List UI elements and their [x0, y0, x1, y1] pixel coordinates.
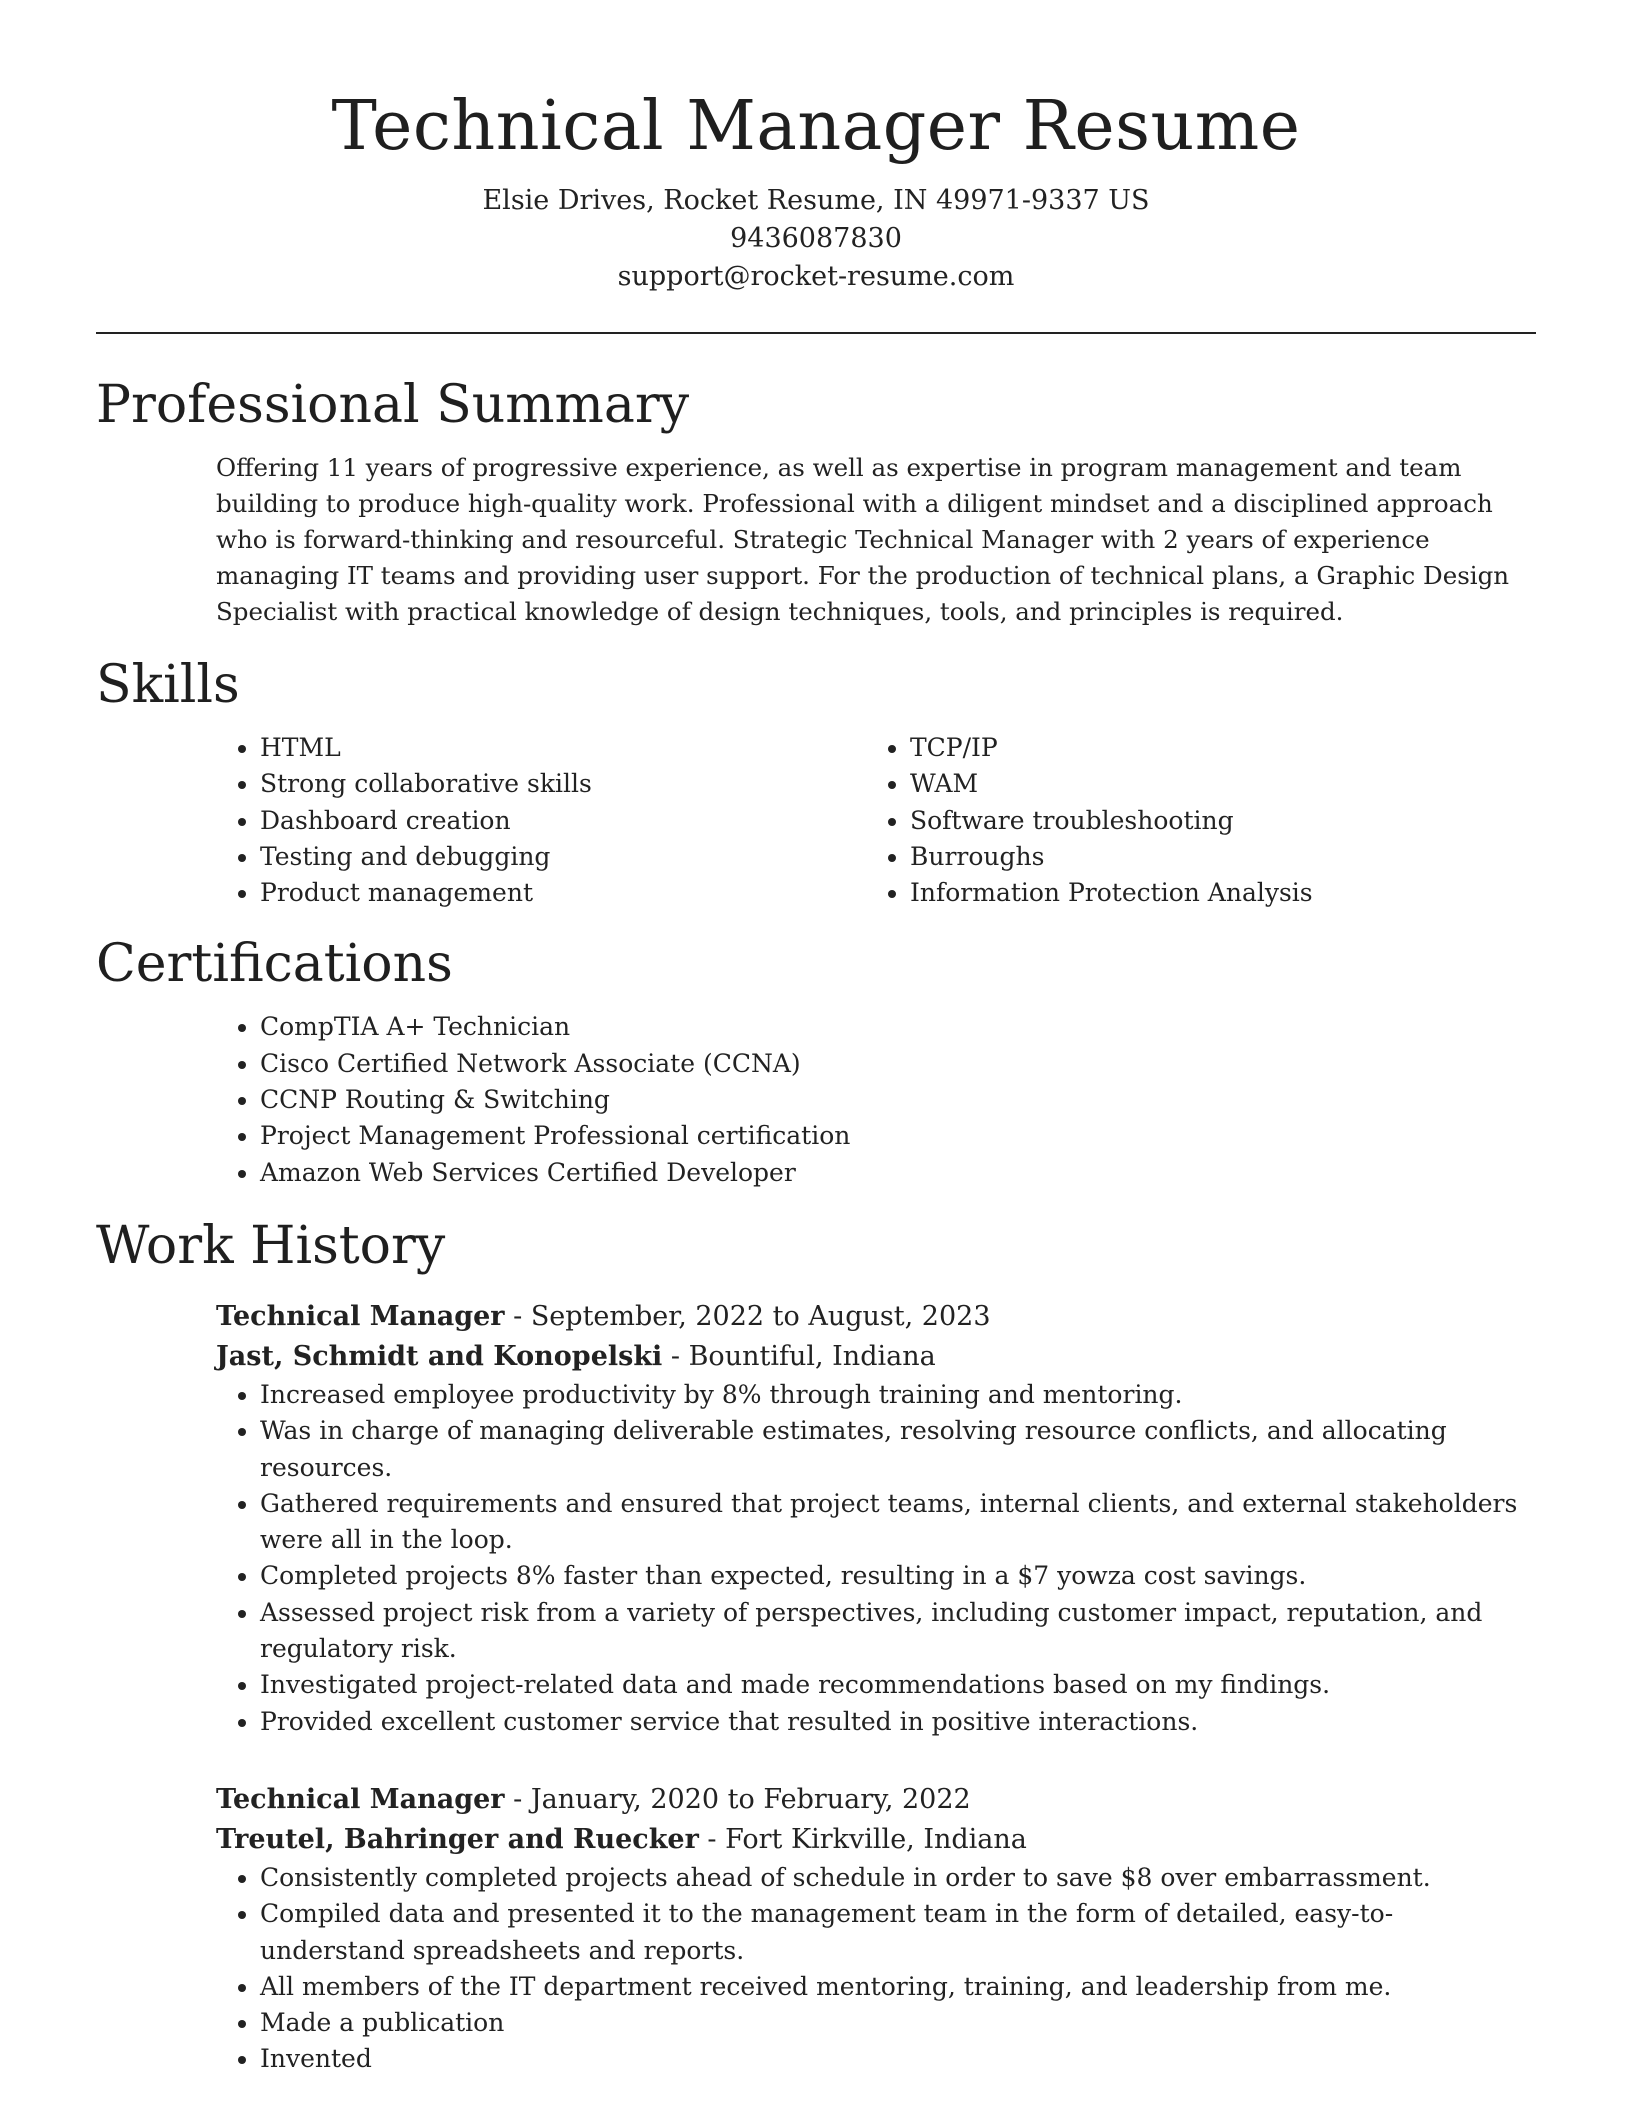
- header-divider: [96, 332, 1536, 334]
- resume-header: [96, 0, 1536, 296]
- summary-text: Offering 11 years of progressive experience, as well as expertise in program management and team building to produce high-quality work. Professional with a diligent mindset and a disciplined approach who is forward-thinking and resourceful. Strategic Technical Manager with 2 years of experience managing IT teams and providing user support. For the production of technical plans, a Graphic Design Specialist with practical knowledge of design techniques, tools, and principles is required.: [216, 453, 1510, 626]
- job-bullet: • Completed projects 8% faster than expected, resulting in a $7 yowza cost savings.: [260, 1558, 1536, 1594]
- resume-page: [96, 0, 1536, 2078]
- skill-item: • Strong collaborative skills: [260, 766, 866, 802]
- job-bullet: • Compiled data and presented it to the management team in the form of detailed, easy-to-understand spreadsheets and reports.: [260, 1896, 1536, 1969]
- skill-item: • Burroughs: [910, 839, 1516, 875]
- job-bullet: • Provided excellent customer service that resulted in positive interactions.: [260, 1704, 1536, 1740]
- job-separator: -: [504, 1783, 531, 1815]
- job-dates: September, 2022 to August, 2023: [530, 1300, 991, 1332]
- certifications-list: [216, 1009, 1536, 1190]
- job-location: Bountiful, Indiana: [688, 1340, 936, 1372]
- work-history-section: [216, 1297, 1536, 2078]
- job-bullet: • All members of the IT department received mentoring, training, and leadership from me.: [260, 1969, 1536, 2005]
- certifications-section: [216, 1009, 1536, 1190]
- job-bullet: • Made a publication: [260, 2005, 1536, 2041]
- job-separator: -: [504, 1300, 531, 1332]
- job-bullet: • Investigated project-related data and made recommendations based on my findings.: [260, 1667, 1536, 1703]
- job-location: Fort Kirkville, Indiana: [725, 1823, 1027, 1855]
- job-bullet: • Increased employee productivity by 8% through training and mentoring.: [260, 1377, 1536, 1413]
- skills-section: [216, 730, 1536, 911]
- job-role-line: [216, 1780, 1536, 1820]
- skills-column-right: [866, 730, 1516, 911]
- certification-item: • CompTIA A+ Technician: [260, 1009, 1536, 1045]
- certifications-heading: Certifications: [96, 934, 453, 995]
- skills-list-left: [216, 730, 866, 911]
- job-bullet: • Was in charge of managing deliverable estimates, resolving resource conflicts, and allocating resources.: [260, 1413, 1536, 1486]
- skill-item: • WAM: [910, 766, 1516, 802]
- skill-item: • Information Protection Analysis: [910, 875, 1516, 911]
- skill-item: • Software troubleshooting: [910, 803, 1516, 839]
- job-entry: [216, 1297, 1536, 1740]
- certification-item: • Cisco Certified Network Associate (CCNA): [260, 1046, 1536, 1082]
- job-bullet: • Invented: [260, 2041, 1536, 2077]
- job-company-line: [216, 1337, 1536, 1377]
- job-bullets: [216, 1860, 1536, 2078]
- skill-item: • TCP/IP: [910, 730, 1516, 766]
- summary-heading: Professional Summary: [96, 375, 690, 435]
- job-role-line: [216, 1297, 1536, 1337]
- job-role: Technical Manager: [216, 1300, 505, 1332]
- job-role: Technical Manager: [216, 1783, 505, 1815]
- work-history-heading: Work History: [96, 1215, 446, 1276]
- job-entry: [216, 1780, 1536, 2078]
- summary-section: [216, 450, 1536, 630]
- contact-block: [96, 182, 1536, 296]
- skill-item: • Dashboard creation: [260, 803, 866, 839]
- contact-email: support@rocket-resume.com: [617, 261, 1015, 292]
- certification-item: • Project Management Professional certification: [260, 1118, 1536, 1154]
- job-company: Treutel, Bahringer and Ruecker: [216, 1823, 699, 1855]
- job-bullets: [216, 1377, 1536, 1740]
- skills-heading: Skills: [96, 655, 240, 715]
- job-bullet: • Consistently completed projects ahead of schedule in order to save $8 over embarrassment.: [260, 1860, 1536, 1896]
- certification-item: • CCNP Routing & Switching: [260, 1082, 1536, 1118]
- skill-item: • HTML: [260, 730, 866, 766]
- skill-item: • Testing and debugging: [260, 839, 866, 875]
- certification-item: • Amazon Web Services Certified Developer: [260, 1155, 1536, 1191]
- skills-column-left: [216, 730, 866, 911]
- job-company-line: [216, 1820, 1536, 1860]
- contact-phone: 9436087830: [730, 223, 902, 254]
- job-separator: -: [698, 1823, 726, 1855]
- job-company: Jast, Schmidt and Konopelski: [216, 1340, 663, 1372]
- skills-list-right: [866, 730, 1516, 911]
- contact-address: Elsie Drives, Rocket Resume, IN 49971-9337 US: [482, 185, 1150, 216]
- job-separator: -: [662, 1340, 689, 1372]
- job-dates: January, 2020 to February, 2022: [530, 1783, 971, 1815]
- skill-item: • Product management: [260, 875, 866, 911]
- job-bullet: • Gathered requirements and ensured that project teams, internal clients, and external stakeholders were all in the loop.: [260, 1486, 1536, 1559]
- job-bullet: • Assessed project risk from a variety of perspectives, including customer impact, reputation, and regulatory risk.: [260, 1595, 1536, 1668]
- resume-title: Technical Manager Resume: [331, 87, 1301, 166]
